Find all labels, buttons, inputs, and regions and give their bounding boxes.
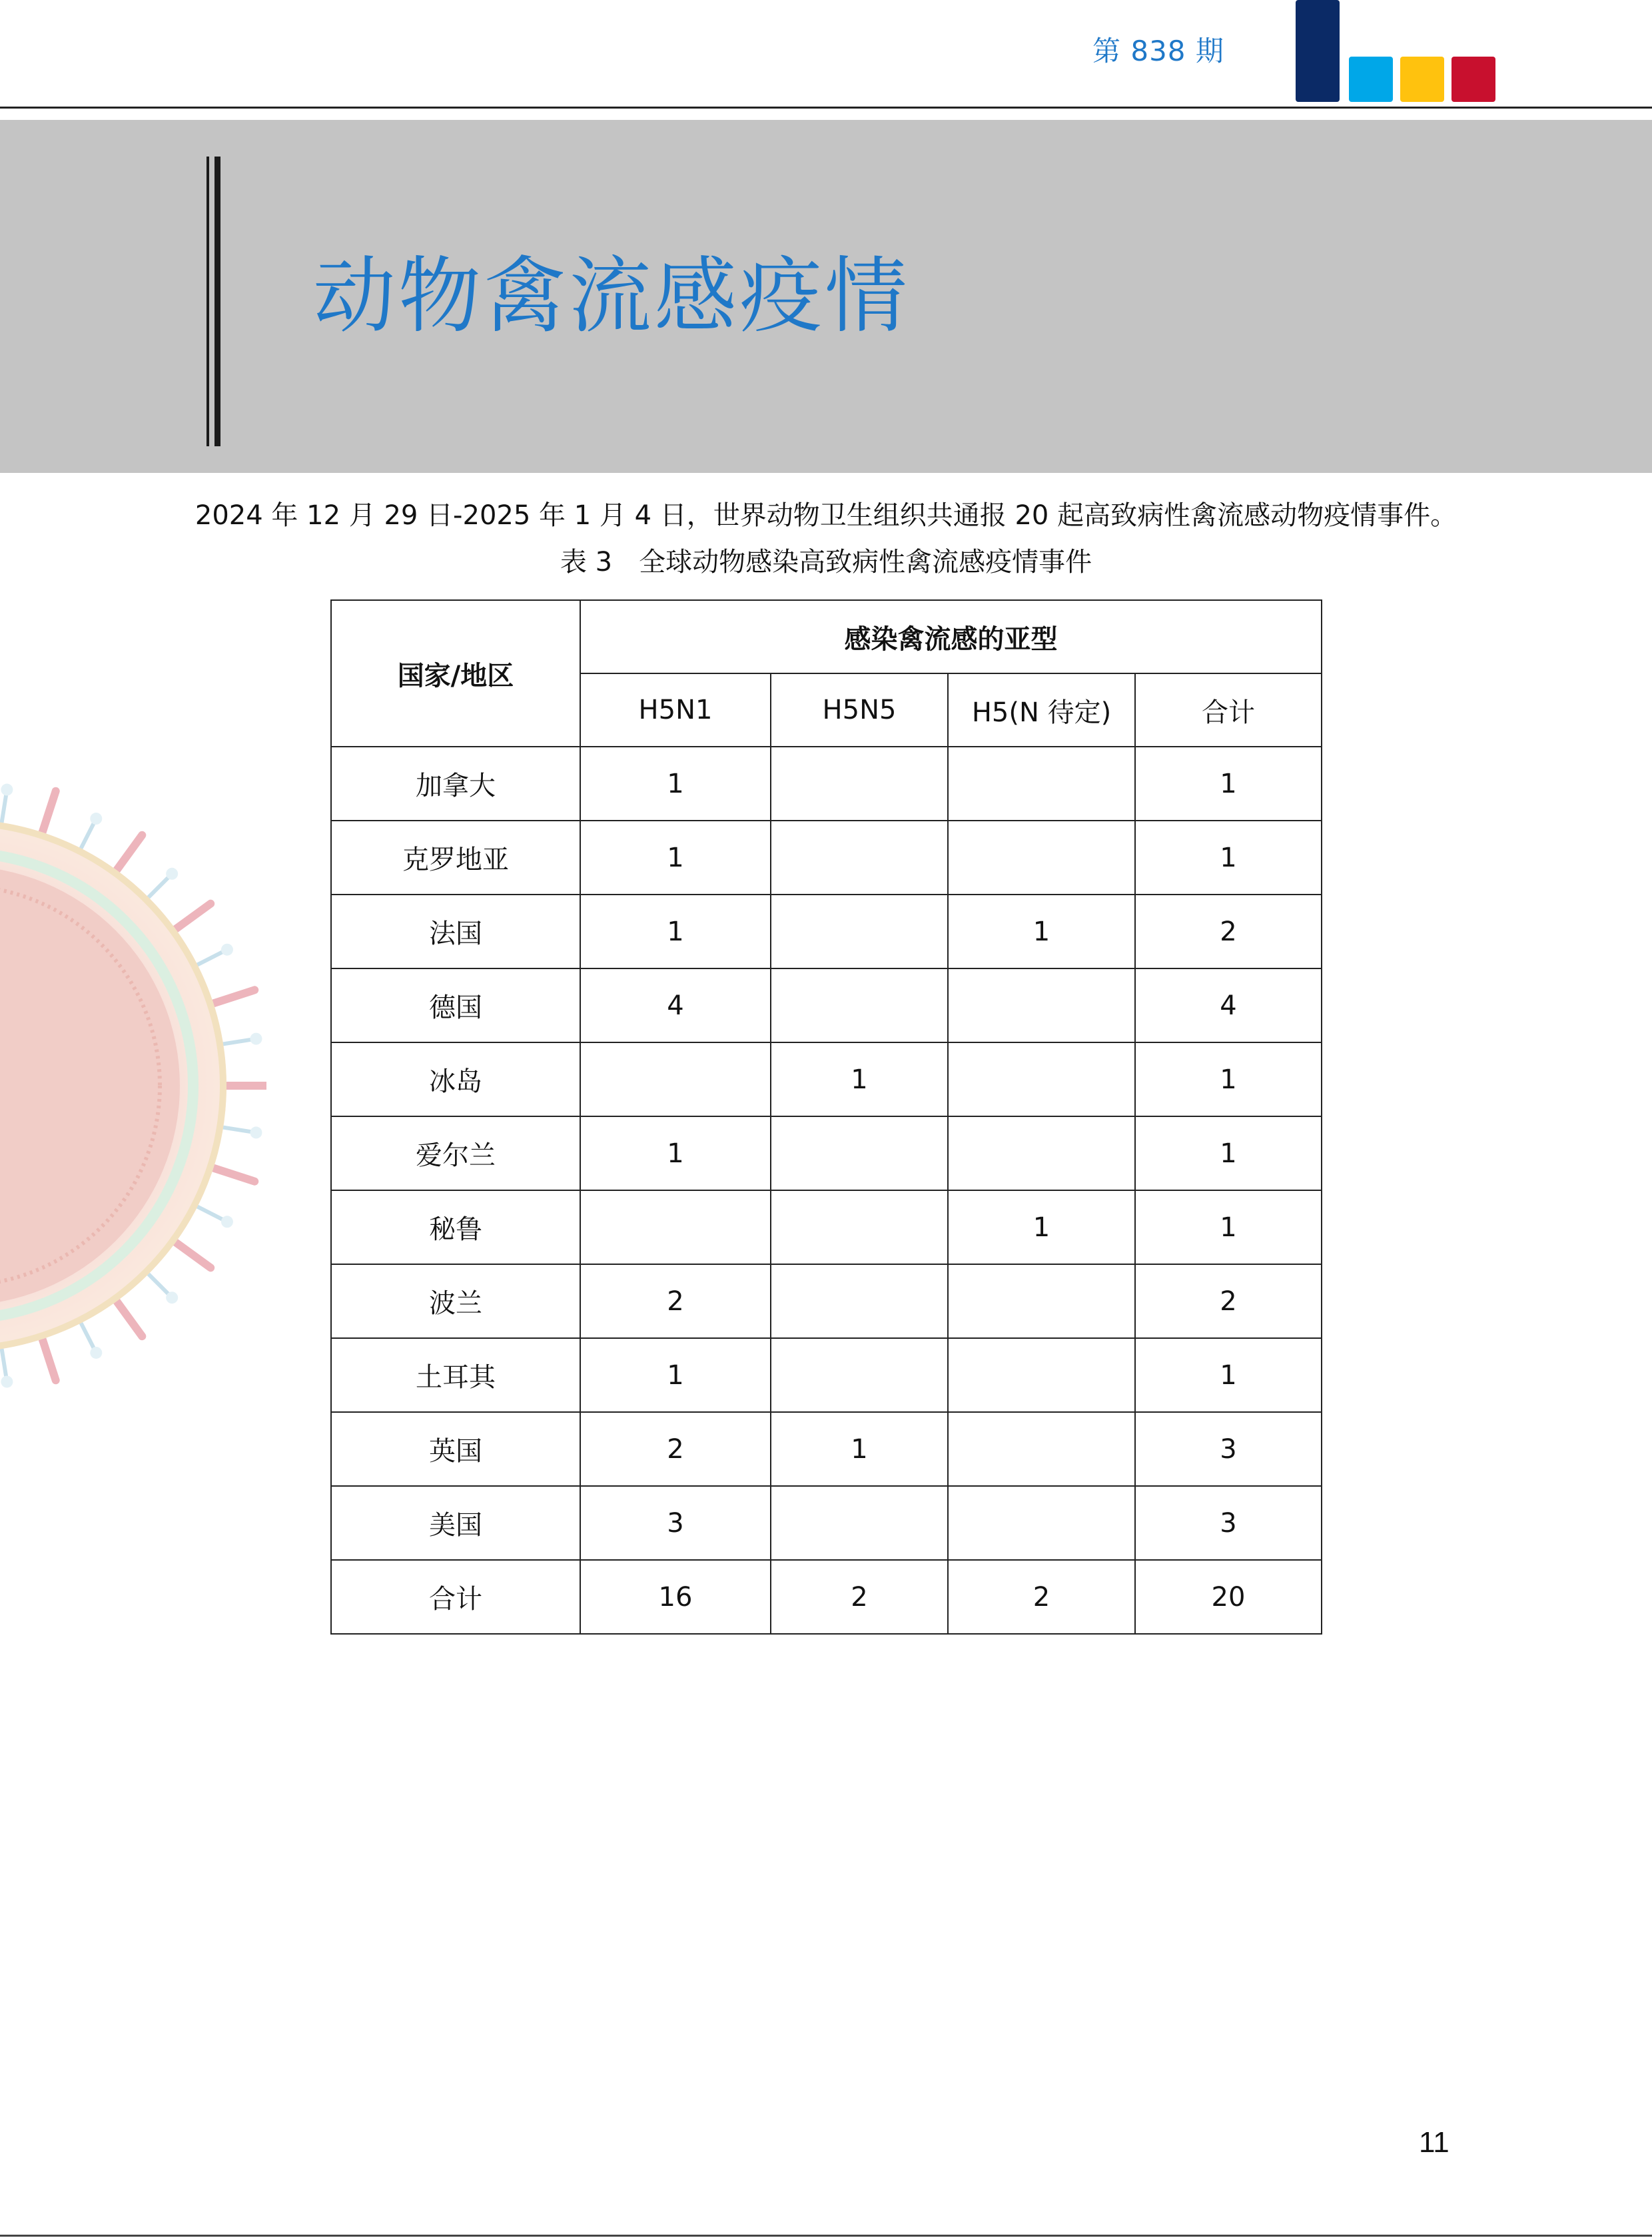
- virus-spike: [41, 1336, 56, 1381]
- header-subtype-group: 感染禽流感的亚型: [580, 600, 1322, 673]
- count-cell: [948, 821, 1135, 895]
- table-row: [331, 1190, 1322, 1264]
- total-cell: 16: [580, 1560, 771, 1634]
- count-cell: [771, 895, 948, 968]
- count-cell: [948, 1338, 1135, 1412]
- count-cell: [771, 1486, 948, 1560]
- count-cell: [771, 968, 948, 1042]
- country-cell: 美国: [331, 1486, 580, 1560]
- table-row: [331, 821, 1322, 895]
- virus-spike-tip: [1, 1375, 13, 1387]
- count-cell: 3: [580, 1486, 771, 1560]
- count-cell: 1: [1135, 747, 1322, 821]
- virus-spike-tip: [90, 813, 102, 825]
- count-cell: [580, 1190, 771, 1264]
- count-cell: 1: [771, 1042, 948, 1116]
- virus-spike: [210, 1167, 255, 1182]
- table-row: [331, 1116, 1322, 1190]
- count-cell: 1: [1135, 1190, 1322, 1264]
- count-cell: 1: [580, 1116, 771, 1190]
- country-cell: 爱尔兰: [331, 1116, 580, 1190]
- virus-spike: [173, 1240, 211, 1268]
- table-row: [331, 968, 1322, 1042]
- footer-rule: [0, 2235, 1652, 2237]
- count-cell: 1: [580, 821, 771, 895]
- count-cell: 1: [580, 1338, 771, 1412]
- table-row: [331, 747, 1322, 821]
- header-country: 国家/地区: [331, 600, 580, 747]
- count-cell: 4: [1135, 968, 1322, 1042]
- logo-square-blue: [1349, 57, 1393, 102]
- country-cell: 加拿大: [331, 747, 580, 821]
- virus-spike-tip: [250, 1126, 262, 1138]
- header-rule: [0, 107, 1652, 109]
- virus-spike-tip: [90, 1347, 102, 1359]
- virus-illustration: [0, 766, 266, 1405]
- journal-logo: [1296, 0, 1502, 107]
- virus-spike-tip: [166, 1292, 178, 1304]
- page-number: 11: [1419, 2126, 1449, 2159]
- virus-spike-tip: [221, 1216, 233, 1228]
- count-cell: 4: [580, 968, 771, 1042]
- count-cell: [948, 1412, 1135, 1486]
- table-row: [331, 1412, 1322, 1486]
- count-cell: [948, 1264, 1135, 1338]
- title-accent-bar: [214, 157, 220, 446]
- country-cell: 土耳其: [331, 1338, 580, 1412]
- count-cell: 1: [1135, 821, 1322, 895]
- virus-spike-tip: [250, 1033, 262, 1045]
- count-cell: [771, 747, 948, 821]
- virus-spike: [41, 791, 56, 836]
- count-cell: 1: [771, 1412, 948, 1486]
- count-cell: 2: [1135, 1264, 1322, 1338]
- section-title: 动物禽流感疫情: [313, 248, 911, 344]
- outbreak-table: [330, 599, 1322, 1635]
- country-cell: 德国: [331, 968, 580, 1042]
- logo-square-yellow: [1400, 57, 1444, 102]
- virus-spike-tip: [221, 944, 233, 956]
- country-cell: 法国: [331, 895, 580, 968]
- header-subtype: H5N1: [580, 673, 771, 747]
- virus-spike-tip: [166, 868, 178, 880]
- count-cell: 3: [1135, 1412, 1322, 1486]
- country-cell: 冰岛: [331, 1042, 580, 1116]
- virus-spike: [115, 1299, 142, 1337]
- virus-spike: [173, 904, 211, 931]
- count-cell: 1: [580, 895, 771, 968]
- count-cell: [948, 1486, 1135, 1560]
- count-cell: [771, 1190, 948, 1264]
- count-cell: 2: [1135, 895, 1322, 968]
- virus-spike-tip: [1, 784, 13, 796]
- count-cell: [771, 1116, 948, 1190]
- table-caption: 表 3 全球动物感染高致病性禽流感疫情事件: [560, 547, 1092, 577]
- count-cell: 1: [1135, 1116, 1322, 1190]
- country-cell: 波兰: [331, 1264, 580, 1338]
- table-row: [331, 895, 1322, 968]
- total-cell: 20: [1135, 1560, 1322, 1634]
- count-cell: 1: [580, 747, 771, 821]
- country-cell: 英国: [331, 1412, 580, 1486]
- count-cell: [948, 747, 1135, 821]
- count-cell: 1: [1135, 1338, 1322, 1412]
- logo-bar-navy: [1296, 0, 1340, 102]
- table-row: [331, 1338, 1322, 1412]
- virus-spike: [115, 835, 142, 873]
- count-cell: [771, 1338, 948, 1412]
- count-cell: 3: [1135, 1486, 1322, 1560]
- table-row: [331, 1042, 1322, 1116]
- header-subtype: H5N5: [771, 673, 948, 747]
- country-cell: 克罗地亚: [331, 821, 580, 895]
- count-cell: 1: [1135, 1042, 1322, 1116]
- total-cell: 2: [948, 1560, 1135, 1634]
- title-accent-bar: [206, 157, 209, 446]
- header-subtype: H5(N 待定): [948, 673, 1135, 747]
- count-cell: 2: [580, 1264, 771, 1338]
- total-row: [331, 1560, 1322, 1634]
- count-cell: [580, 1042, 771, 1116]
- count-cell: [948, 1042, 1135, 1116]
- issue-label: 第 838 期: [1092, 35, 1224, 67]
- virus-spike: [210, 990, 255, 1004]
- count-cell: [771, 1264, 948, 1338]
- country-cell: 秘鲁: [331, 1190, 580, 1264]
- count-cell: [771, 821, 948, 895]
- total-cell: 2: [771, 1560, 948, 1634]
- count-cell: 1: [948, 895, 1135, 968]
- header-subtype: 合计: [1135, 673, 1322, 747]
- count-cell: 2: [580, 1412, 771, 1486]
- table-row: [331, 1264, 1322, 1338]
- count-cell: [948, 1116, 1135, 1190]
- logo-square-red: [1451, 57, 1495, 102]
- total-label: 合计: [331, 1560, 580, 1634]
- table-row: [331, 1486, 1322, 1560]
- count-cell: [948, 968, 1135, 1042]
- count-cell: 1: [948, 1190, 1135, 1264]
- intro-paragraph: 2024 年 12 月 29 日-2025 年 1 月 4 日，世界动物卫生组织共通报 20 起高致病性禽流感动物疫情事件。: [195, 500, 1457, 531]
